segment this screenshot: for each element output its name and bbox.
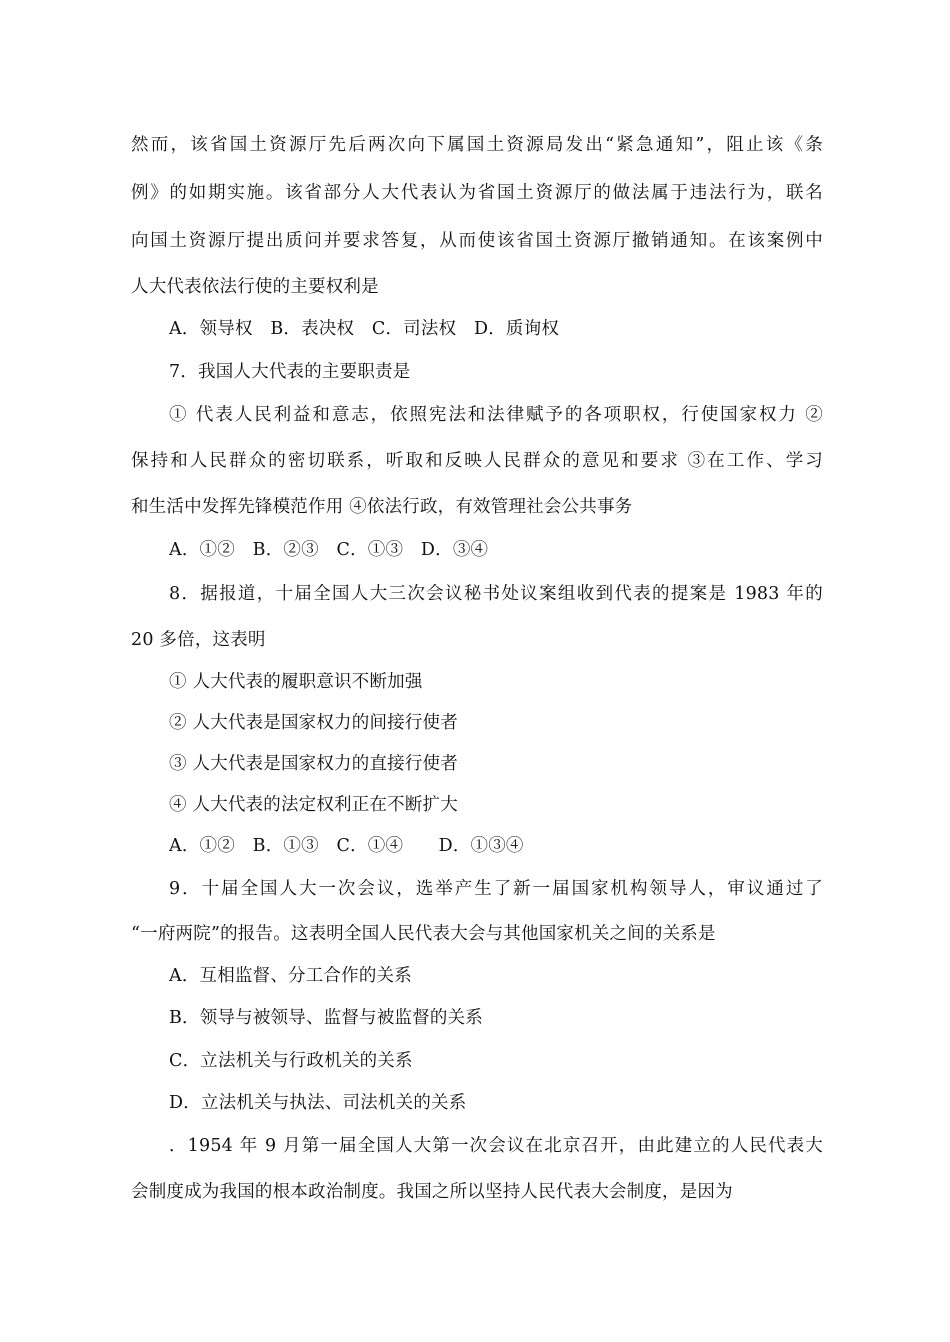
q7-options: A．①② B．②③ C．①③ D．③④ xyxy=(169,540,489,560)
q8-options: A．①② B．①③ C．①④ D．①③④ xyxy=(169,836,524,856)
q9-line-2: “一府两院”的报告。这表明全国人民代表大会与其他国家机关之间的关系是 xyxy=(131,924,716,944)
q7-line-1: ① 代表人民利益和意志，依照宪法和法律赋予的各项职权，行使国家权力 ② xyxy=(169,405,823,425)
q7-line-2: 保持和人民群众的密切联系，听取和反映人民群众的意见和要求 ③在工作、学习 xyxy=(131,451,823,471)
q7-stem: 7．我国人大代表的主要职责是 xyxy=(169,362,411,382)
q8-item-4: ④ 人大代表的法定权利正在不断扩大 xyxy=(169,795,458,815)
q6-line-4: 人大代表依法行使的主要权利是 xyxy=(131,277,379,297)
q6-line-2: 例》的如期实施。该省部分人大代表认为省国土资源厅的做法属于违法行为，联名 xyxy=(131,183,823,203)
q6-options: A．领导权 B．表决权 C．司法权 D．质询权 xyxy=(169,319,560,339)
q10-line-1: ．1954 年 9 月第一届全国人大第一次会议在北京召开，由此建立的人民代表大 xyxy=(169,1136,823,1156)
q8-line-2: 20 多倍，这表明 xyxy=(131,630,266,650)
q6-line-3: 向国土资源厅提出质问并要求答复，从而使该省国土资源厅撤销通知。在该案例中 xyxy=(131,231,823,251)
q6-line-1: 然而，该省国土资源厅先后两次向下属国土资源局发出“紧急通知”，阻止该《条 xyxy=(131,135,823,155)
q8-item-1: ① 人大代表的履职意识不断加强 xyxy=(169,672,423,692)
q8-line-1: 8．据报道，十届全国人大三次会议秘书处议案组收到代表的提案是 1983 年的 xyxy=(169,584,823,604)
q7-line-3: 和生活中发挥先锋模范作用 ④依法行政，有效管理社会公共事务 xyxy=(131,497,633,517)
q8-item-3: ③ 人大代表是国家权力的直接行使者 xyxy=(169,754,458,774)
q9-option-b: B．领导与被领导、监督与被监督的关系 xyxy=(169,1008,483,1028)
q9-option-d: D．立法机关与执法、司法机关的关系 xyxy=(169,1093,467,1113)
q9-option-a: A．互相监督、分工合作的关系 xyxy=(169,966,412,986)
q9-option-c: C．立法机关与行政机关的关系 xyxy=(169,1051,413,1071)
q9-line-1: 9．十届全国人大一次会议，选举产生了新一届国家机构领导人，审议通过了 xyxy=(169,879,823,899)
q8-item-2: ② 人大代表是国家权力的间接行使者 xyxy=(169,713,458,733)
q10-line-2: 会制度成为我国的根本政治制度。我国之所以坚持人民代表大会制度，是因为 xyxy=(131,1182,733,1202)
